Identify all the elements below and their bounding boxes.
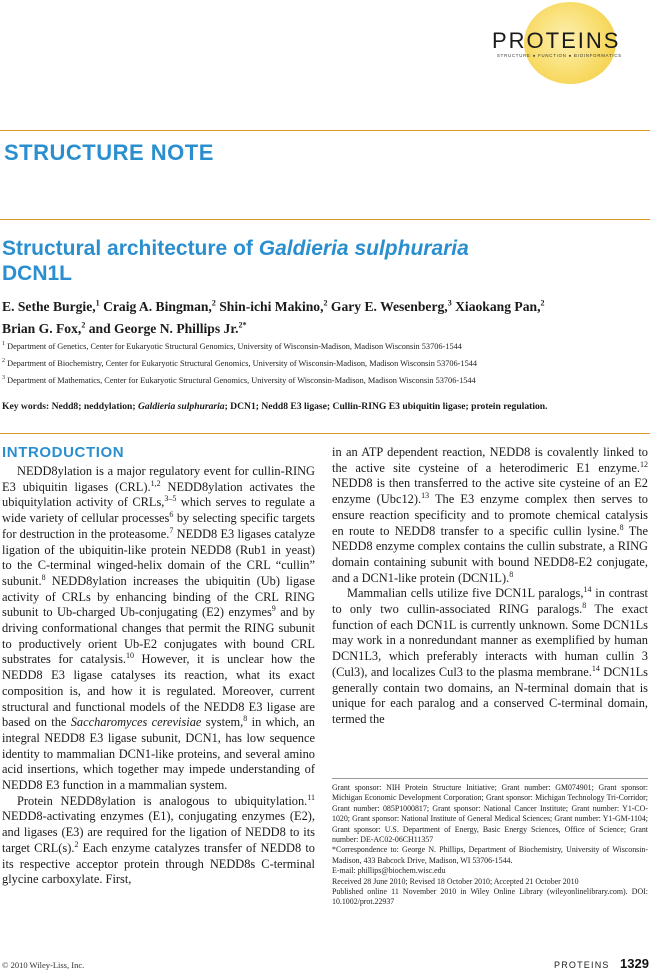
- footnote-rule: [332, 778, 648, 779]
- copyright: © 2010 Wiley-Liss, Inc.: [2, 960, 85, 970]
- page-number: 1329: [620, 956, 649, 971]
- footnotes: [332, 783, 648, 908]
- paragraph: in an ATP dependent reaction, NEDD8 is covalently linked to the active site cysteine of a heterodimeric E1 enzyme.$^{12}$ NEDD8 is then transferred to the active site cysteine of an E2 enzyme (Ubc12).$^{13}$ The E3 enzyme complex then serves to ensure reaction specificity and to promote chemical catalysis en route to NEDD8 transfer to a specific cullin lysine.$^8$ The NEDD8 enzyme complex contains the cullin substrate, a RING domain containing subunit with bound NEDD8-E2 conjugate, and a DCN1-like protein (DCN1L).$^8$: [332, 445, 648, 585]
- author[interactable]: Brian G. Fox,$^2$: [2, 320, 86, 336]
- body-column-left: [2, 464, 315, 888]
- affiliation: $^2$ Department of Biochemistry, Center for Eukaryotic Structural Genomics, University of Wisconsin-Madison, Madison Wisconsin 53706-1544: [2, 358, 478, 368]
- author[interactable]: E. Sethe Burgie,$^1$: [2, 298, 100, 314]
- keywords: Key words: Nedd8; neddylation; Galdieria sulphuraria; DCN1; Nedd8 E3 ligase; Cullin-RING E3 ubiquitin ligase; protein regulation.: [2, 401, 548, 412]
- section-label: STRUCTURE NOTE: [4, 140, 214, 165]
- grant-info: Grant sponsor: NIH Protein Structure Initiative; Grant number: GM074901; Grant sponsor: Michigan Economic Development Corporation; Grant sponsor: Michigan Technology Tri-Corridor; Grant number: 085P1000817; Grant sponsor: National Cancer Institute; Grant number: Y1-CO-1020; Grant sponsor: National Institute of General Medical Sciences; Grant number: Y1-GM-1104; Grant sponsor: U.S. Department of Energy, Basic Energy Sciences, Office of Science; Grant number: DE-AC02-06CH11357: [332, 783, 648, 845]
- logo-tagline: STRUCTURE ● FUNCTION ● BIOINFORMATICS: [497, 53, 622, 58]
- paragraph: NEDD8ylation is a major regulatory event for cullin-RING E3 ubiquitin ligases (CRL).$^{1,2}$ NEDD8ylation activates the ubiquitylation activity of CRLs,$^{3-5}$ which serves to regulate a wide variety of cellular processes$^6$ by selecting specific targets for destruction in the proteasome.$^7$ NEDD8 E3 ligases catalyze ligation of the ubiquitin-like protein NEDD8 (Rub1 in yeast) to the C-terminal winged-helix domain of the CRL “cullin” subunit.$^8$ NEDD8ylation increases the ubiquitin (Ub) ligase activity of CRLs by enhancing binding of the CRL RING subunit to Ub-charged Ub-conjugating (E2) enzymes$^9$ and by driving conformational changes that permit the RING subunit to productively orient Ub-E2 conjugates with bound CRL substrates for catalysis.$^{10}$ However, it is unclear how the NEDD8 E3 ligase catalyses its reaction, what its exact composition is, and how it is regulated. Moreover, current structural and functional models of the NEDD8 E3 ligase are based on the Saccharomyces cerevisiae system,$^8$ in which, an integral NEDD8 E3 ligase subunit, DCN1, has low sequence identity to mammalian DCN1-like proteins, and several amino acid insertions, which together may impede understanding of NEDD8 E3 function in a mammalian system.: [2, 464, 316, 793]
- title-part: DCN1L: [2, 262, 73, 285]
- title-part: Structural architecture of: [2, 237, 259, 260]
- article-title: [2, 236, 642, 286]
- author[interactable]: Shin-ichi Makino,$^2$: [219, 298, 328, 314]
- received-dates: Received 28 June 2010; Revised 18 October 2010; Accepted 21 October 2010: [332, 876, 579, 886]
- email-link[interactable]: E-mail: phillips@biochem.wisc.edu: [332, 866, 446, 876]
- publication-info: Published online 11 November 2010 in Wiley Online Library (wileyonlinelibrary.com). DOI: 10.1002/prot.22937: [332, 887, 648, 907]
- section-rule: [0, 219, 650, 220]
- affiliation: $^3$ Department of Mathematics, Center for Eukaryotic Structural Genomics, University of Wisconsin-Madison, Madison Wisconsin 53706-1544: [2, 375, 476, 385]
- keywords-label: Key words:: [2, 401, 50, 412]
- paragraph: Mammalian cells utilize five DCN1L paralogs,$^{14}$ in contrast to only two cullin-associated RING paralogs.$^8$ The exact function of each DCN1L is currently unknown. Some DCN1Ls may work in a nonredundant manner as exemplified by human DCN1L3, which preferably interacts with human cullin 3 (Cul3), and localizes Cul3 to the plasma membrane.$^{14}$ DCN1Ls generally contain two domains, an N-terminal domain that is unique for each paralog and a conserved C-terminal domain, termed the: [332, 585, 648, 726]
- affiliation: $^1$ Department of Genetics, Center for Eukaryotic Structural Genomics, University of Wisconsin-Madison, Madison Wisconsin 53706-1544: [2, 341, 462, 351]
- author[interactable]: and George N. Phillips Jr.$^{2*}$: [88, 320, 247, 336]
- intro-heading: INTRODUCTION: [2, 444, 125, 461]
- correspondence: *Correspondence to: George N. Phillips, Department of Biochemistry, University of Wisconsin-Madison, 433 Babcock Drive, Madison, WI 53706-1544.: [332, 845, 648, 865]
- intro-rule: [0, 433, 650, 434]
- author[interactable]: Xiaokang Pan,$^2$: [455, 298, 545, 314]
- logo-wordmark: PROTEINS: [492, 28, 621, 53]
- header-rule: [0, 130, 650, 131]
- body-column-right: [332, 445, 648, 728]
- footer-journal: PROTEINS: [554, 960, 610, 970]
- paragraph: Protein NEDD8ylation is analogous to ubiquitylation.$^{11}$ NEDD8-activating enzymes (E1), conjugating enzymes (E2), and ligases (E3) are required for the ligation of NEDD8 to its target CRL(s).$^2$ Each enzyme catalyzes transfer of NEDD8 to its respective acceptor protein through NEDD8s C-terminal glycine carboxylate. First,: [2, 792, 315, 887]
- title-organism: Galdieria sulphuraria: [258, 237, 469, 260]
- author[interactable]: Craig A. Bingman,$^2$: [103, 298, 216, 314]
- author[interactable]: Gary E. Wesenberg,$^3$: [330, 298, 452, 314]
- author-list: [2, 294, 647, 338]
